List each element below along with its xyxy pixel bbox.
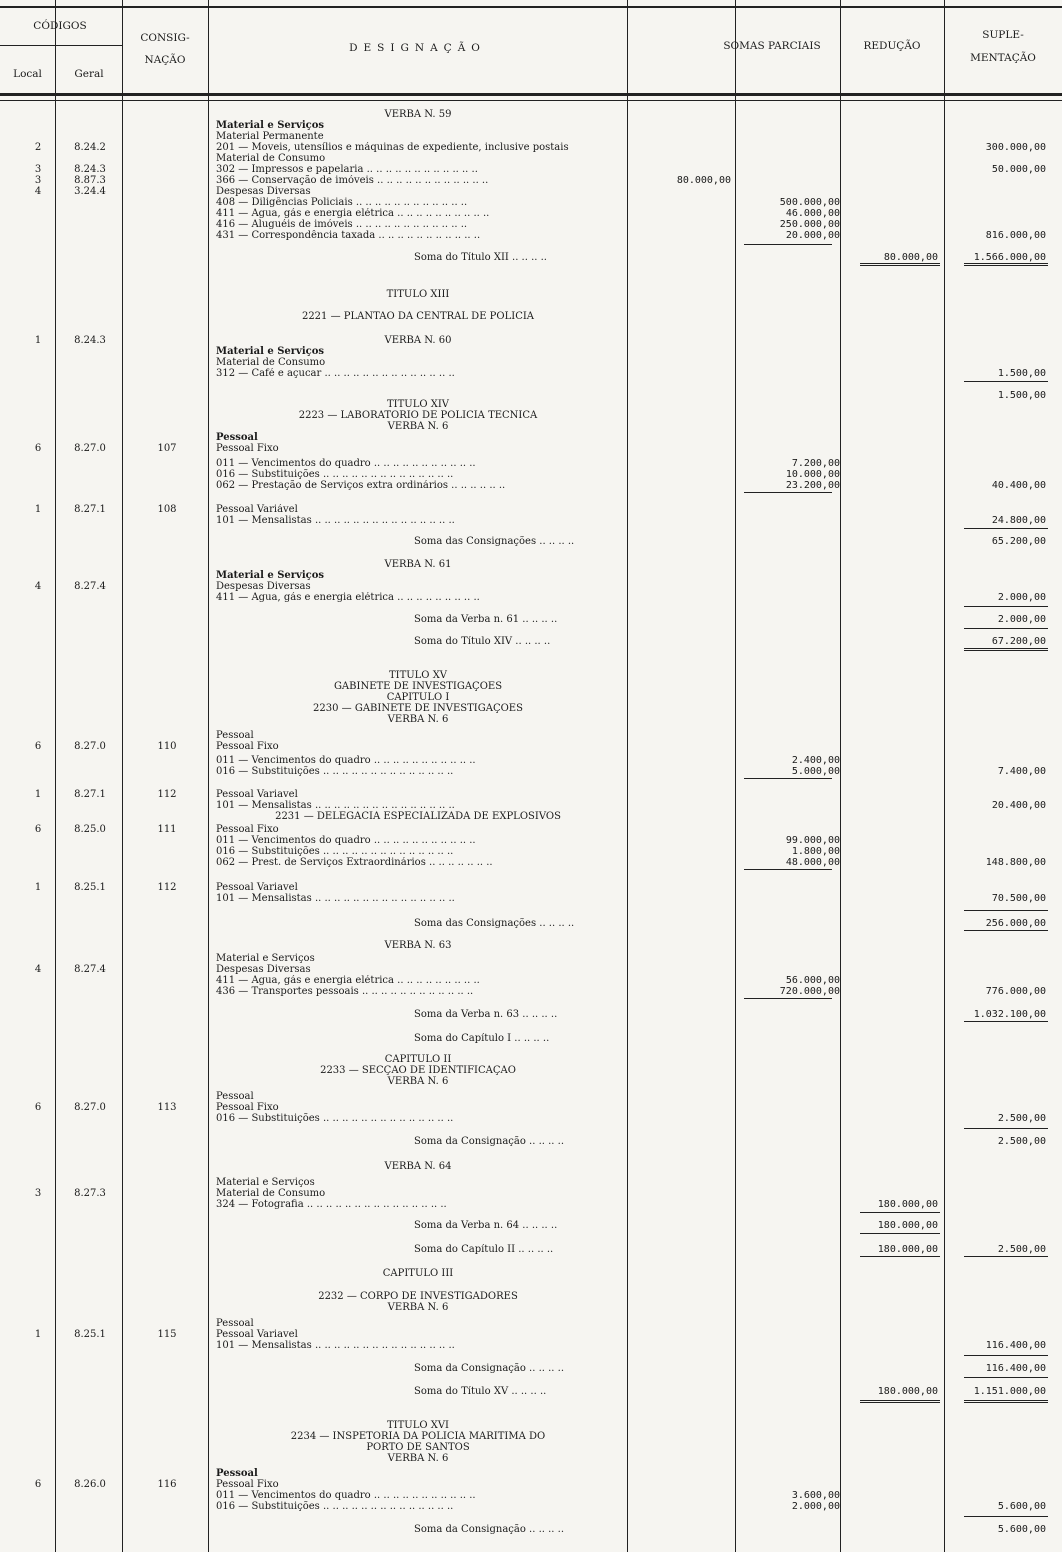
designation-line: 436 — Transportes pessoais .. .. .. .. .. .. .. .. .. .. .. .. (216, 986, 474, 997)
suplementacao-value: 1.566.000,00 (973, 252, 1046, 263)
suplementacao-value: 7.400,00 (997, 766, 1046, 777)
suplementacao-value: 1.500,00 (997, 390, 1046, 401)
total-rule (744, 869, 832, 870)
local-code: 4 (34, 581, 42, 592)
suplementacao-header-2: MENTAÇÃO (970, 52, 1036, 64)
designation-line: Soma da Verba n. 64 .. .. .. .. (414, 1220, 558, 1231)
suplementacao-value: 816.000,00 (985, 230, 1046, 241)
designation-line: 101 — Mensalistas .. .. .. .. .. .. .. .. .. .. .. .. .. .. .. (216, 893, 455, 904)
designation-line: Pessoal Variável (216, 504, 298, 515)
designation-line: 2230 — GABINETE DE INVESTIGAÇÕES (313, 703, 523, 714)
local-code: 1 (34, 504, 42, 515)
suplementacao-value: 24.800,00 (991, 515, 1046, 526)
designation-line: Pessoal (216, 1318, 254, 1329)
partial-value: 250.000,00 (779, 219, 840, 230)
partial-value: 46.000,00 (785, 208, 840, 219)
designation-line: 101 — Mensalistas .. .. .. .. .. .. .. .. .. .. .. .. .. .. .. (216, 800, 455, 811)
designation-line: 411 — Água, gás e energia elétrica .. .. .. .. .. .. .. .. .. (216, 592, 480, 603)
designation-line: 011 — Vencimentos do quadro .. .. .. .. .. .. .. .. .. .. .. (216, 1490, 476, 1501)
geral-code: 3.24.4 (74, 186, 106, 197)
partial-value: 1.800,00 (791, 846, 840, 857)
local-code: 3 (34, 1188, 42, 1199)
partial-value: 23.200,00 (785, 480, 840, 491)
designation-line: 2223 — LABORATORIO DE POLÍCIA TECNICA (298, 410, 538, 421)
geral-code: 8.25.1 (74, 1329, 106, 1340)
consignacao-header-2: NAÇÃO (144, 54, 186, 66)
column-rule (735, 0, 736, 1552)
designation-line: Material e Serviços (216, 1177, 315, 1188)
consignacao-code: 115 (157, 1329, 177, 1340)
local-code: 3 (34, 175, 42, 186)
total-rule (964, 910, 1048, 911)
designation-line: Soma da Consignação .. .. .. .. (414, 1136, 565, 1147)
designation-line: Material de Consumo (216, 357, 326, 368)
partial-value: 500.000,00 (779, 197, 840, 208)
column-rule (122, 0, 123, 1552)
total-rule (964, 648, 1048, 651)
designation-line: VERBA N. 61 (384, 559, 452, 570)
consignacao-code: 113 (157, 1102, 177, 1113)
designation-line: Soma do Capítulo II .. .. .. .. (414, 1244, 554, 1255)
consignacao-code: 112 (157, 789, 177, 800)
geral-code: 8.27.4 (74, 964, 106, 975)
designation-line: VERBA N. 6 (387, 1302, 449, 1313)
geral-code: 8.24.3 (74, 335, 106, 346)
somas-parciais-value: 80.000,00 (676, 175, 731, 186)
total-rule (860, 263, 940, 266)
designation-line: Material e Serviços (216, 346, 325, 357)
designation-line: 101 — Mensalistas .. .. .. .. .. .. .. .. .. .. .. .. .. .. .. (216, 1340, 455, 1351)
designation-line: 011 — Vencimentos do quadro .. .. .. .. .. .. .. .. .. .. .. (216, 755, 476, 766)
designation-line: 302 — Impressos e papelaria .. .. .. .. .. .. .. .. .. .. .. .. (216, 164, 478, 175)
designation-line: Pessoal (216, 1091, 254, 1102)
total-rule (964, 606, 1048, 607)
suplementacao-value: 2.000,00 (997, 592, 1046, 603)
designation-line: VERBA N. 6 (387, 421, 449, 432)
designation-line: Soma da Verba n. 61 .. .. .. .. (414, 614, 558, 625)
designation-line: 2233 — SECÇÃO DE IDENTIFICAÇÃO (320, 1065, 516, 1076)
reducao-value: 180.000,00 (877, 1244, 938, 1255)
suplementacao-value: 300.000,00 (985, 142, 1046, 153)
local-header: Local (13, 68, 42, 80)
designacao-header: DESIGNAÇÃO (349, 42, 486, 54)
suplementacao-value: 67.200,00 (991, 636, 1046, 647)
designation-line: CAPITULO II (384, 1054, 452, 1065)
partial-value: 5.000,00 (791, 766, 840, 777)
suplementacao-value: 1.500,00 (997, 368, 1046, 379)
designation-line: Pessoal Fixo (216, 1479, 279, 1490)
suplementacao-value: 70.500,00 (991, 893, 1046, 904)
designation-line: 016 — Substituições .. .. .. .. .. .. .. .. .. .. .. .. .. .. (216, 1501, 454, 1512)
designation-line: CAPITULO I (386, 692, 450, 703)
consignacao-code: 110 (157, 741, 177, 752)
total-rule (964, 1516, 1048, 1517)
consignacao-code: 107 (157, 443, 177, 454)
suplementacao-value: 776.000,00 (985, 986, 1046, 997)
designation-line: CAPITULO III (382, 1268, 454, 1279)
designation-line: Despesas Diversas (216, 581, 311, 592)
total-rule (964, 1400, 1048, 1403)
total-rule (860, 1256, 940, 1257)
partial-value: 2.400,00 (791, 755, 840, 766)
designation-line: VERBA N. 59 (384, 109, 452, 120)
partial-value: 56.000,00 (785, 975, 840, 986)
local-code: 4 (34, 186, 42, 197)
total-rule (964, 528, 1048, 529)
partial-value: 10.000,00 (785, 469, 840, 480)
designation-line: 2221 — PLANTAO DA CENTRAL DE POLICIA (301, 311, 535, 322)
consignacao-code: 108 (157, 504, 177, 515)
designation-line: PORTO DE SANTOS (366, 1442, 470, 1453)
designation-line: 016 — Substituições .. .. .. .. .. .. .. .. .. .. .. .. .. .. (216, 766, 454, 777)
designation-line: 366 — Conservação de imóveis .. .. .. .. .. .. .. .. .. .. .. .. (216, 175, 489, 186)
designation-line: Pessoal (216, 1468, 258, 1479)
suplementacao-value: 50.000,00 (991, 164, 1046, 175)
geral-code: 8.26.0 (74, 1479, 106, 1490)
total-rule (744, 492, 832, 493)
designation-line: Material e Serviços (216, 570, 325, 581)
designation-line: 011 — Vencimentos do quadro .. .. .. .. .. .. .. .. .. .. .. (216, 835, 476, 846)
suplementacao-header-1: SUPLE- (982, 29, 1024, 41)
geral-header: Geral (74, 68, 104, 80)
local-code: 6 (34, 824, 42, 835)
suplementacao-value: 2.500,00 (997, 1244, 1046, 1255)
column-rule (840, 0, 841, 1552)
designation-line: Pessoal (216, 730, 254, 741)
total-rule (744, 778, 832, 779)
designation-line: Material Permanente (216, 131, 324, 142)
suplementacao-value: 256.000,00 (985, 918, 1046, 929)
header-top-rule (0, 6, 1062, 8)
designation-line: 201 — Moveis, utensílios e máquinas de expediente, inclusive postais (216, 142, 569, 153)
suplementacao-value: 2.500,00 (997, 1113, 1046, 1124)
designation-line: Material de Consumo (216, 153, 326, 164)
local-code: 6 (34, 443, 42, 454)
total-rule (860, 1212, 940, 1213)
reducao-value: 180.000,00 (877, 1199, 938, 1210)
designation-line: Pessoal Variavel (216, 882, 298, 893)
designation-line: 324 — Fotografia .. .. .. .. .. .. .. .. .. .. .. .. .. .. .. (216, 1199, 447, 1210)
designation-line: Despesas Diversas (216, 964, 311, 975)
designation-line: Pessoal Fixo (216, 1102, 279, 1113)
designation-line: Soma do Capítulo I .. .. .. .. (414, 1033, 550, 1044)
designation-line: Pessoal Fixo (216, 443, 279, 454)
designation-line: Material de Consumo (216, 1188, 326, 1199)
reducao-value: 180.000,00 (877, 1220, 938, 1231)
column-rule (208, 0, 209, 1552)
suplementacao-value: 65.200,00 (991, 536, 1046, 547)
reducao-header: REDUÇÃO (863, 40, 921, 52)
partial-value: 2.000,00 (791, 1501, 840, 1512)
designation-line: 408 — Diligências Policiais .. .. .. .. .. .. .. .. .. .. .. .. (216, 197, 468, 208)
suplementacao-value: 148.800,00 (985, 857, 1046, 868)
header-bottom-rule (0, 93, 1062, 96)
local-code: 1 (34, 335, 42, 346)
designation-line: 011 — Vencimentos do quadro .. .. .. .. .. .. .. .. .. .. .. (216, 458, 476, 469)
total-rule (964, 628, 1048, 629)
geral-code: 8.24.2 (74, 142, 106, 153)
geral-code: 8.27.0 (74, 443, 106, 454)
designation-line: 312 — Café e açucar .. .. .. .. .. .. .. .. .. .. .. .. .. .. (216, 368, 455, 379)
designation-line: Soma do Título XII .. .. .. .. (414, 252, 547, 263)
partial-value: 99.000,00 (785, 835, 840, 846)
geral-code: 8.27.0 (74, 1102, 106, 1113)
designation-line: Material e Serviços (216, 120, 325, 131)
geral-code: 8.27.0 (74, 741, 106, 752)
suplementacao-value: 2.000,00 (997, 614, 1046, 625)
designation-line: Pessoal (216, 432, 258, 443)
designation-line: 416 — Aluguéis de imóveis .. .. .. .. .. .. .. .. .. .. .. .. (216, 219, 468, 230)
local-code: 6 (34, 1102, 42, 1113)
consignacao-code: 112 (157, 882, 177, 893)
partial-value: 3.600,00 (791, 1490, 840, 1501)
designation-line: 101 — Mensalistas .. .. .. .. .. .. .. .. .. .. .. .. .. .. .. (216, 515, 455, 526)
column-rule (55, 0, 56, 1552)
total-rule (964, 263, 1048, 266)
designation-line: 062 — Prest. de Serviços Extraordinários .. .. .. .. .. .. .. (216, 857, 493, 868)
designation-line: TITULO XIV (386, 399, 450, 410)
partial-value: 20.000,00 (785, 230, 840, 241)
local-code: 1 (34, 1329, 42, 1340)
suplementacao-value: 1.151.000,00 (973, 1386, 1046, 1397)
suplementacao-value: 1.032.100,00 (973, 1009, 1046, 1020)
suplementacao-value: 20.400,00 (991, 800, 1046, 811)
designation-line: 2232 — CORPO DE INVESTIGADORES (318, 1291, 518, 1302)
local-code: 1 (34, 882, 42, 893)
designation-line: 062 — Prestação de Serviços extra ordinários .. .. .. .. .. .. (216, 480, 506, 491)
total-rule (964, 1256, 1048, 1257)
reducao-value: 80.000,00 (883, 252, 938, 263)
designation-line: 016 — Substituições .. .. .. .. .. .. .. .. .. .. .. .. .. .. (216, 469, 454, 480)
suplementacao-value: 40.400,00 (991, 480, 1046, 491)
column-rule (944, 0, 945, 1552)
codigos-divider (0, 45, 122, 46)
designation-line: TITULO XV (388, 670, 448, 681)
suplementacao-value: 5.600,00 (997, 1524, 1046, 1535)
partial-value: 7.200,00 (791, 458, 840, 469)
consignacao-header-1: CONSIG- (140, 32, 190, 44)
designation-line: Soma da Verba n. 63 .. .. .. .. (414, 1009, 558, 1020)
designation-line: VERBA N. 64 (384, 1161, 452, 1172)
geral-code: 8.87.3 (74, 175, 106, 186)
designation-line: Soma do Título XV .. .. .. .. (414, 1386, 547, 1397)
designation-line: 431 — Correspondência taxada .. .. .. .. .. .. .. .. .. .. .. (216, 230, 481, 241)
designation-line: Pessoal Variavel (216, 789, 298, 800)
designation-line: 411 — Água, gás e energia elétrica .. .. .. .. .. .. .. .. .. .. (216, 208, 490, 219)
column-rule (627, 0, 628, 1552)
total-rule (964, 1377, 1048, 1378)
local-code: 6 (34, 1479, 42, 1490)
designation-line: Pessoal Fixo (216, 824, 279, 835)
suplementacao-value: 2.500,00 (997, 1136, 1046, 1147)
total-rule (860, 1233, 940, 1234)
designation-line: TITULO XIII (386, 289, 450, 300)
header-bottom-rule (0, 100, 1062, 101)
local-code: 6 (34, 741, 42, 752)
designation-line: TITULO XVI (386, 1420, 450, 1431)
local-code: 4 (34, 964, 42, 975)
designation-line: 411 — Água, gás e energia elétrica .. .. .. .. .. .. .. .. .. (216, 975, 480, 986)
local-code: 1 (34, 789, 42, 800)
total-rule (744, 998, 832, 999)
total-rule (964, 1128, 1048, 1129)
designation-line: Despesas Diversas (216, 186, 311, 197)
total-rule (964, 1021, 1048, 1022)
geral-code: 8.27.1 (74, 504, 106, 515)
total-rule (964, 930, 1048, 931)
geral-code: 8.27.1 (74, 789, 106, 800)
designation-line: VERBA N. 6 (387, 1076, 449, 1087)
total-rule (964, 1355, 1048, 1356)
geral-code: 8.27.3 (74, 1188, 106, 1199)
local-code: 3 (34, 164, 42, 175)
suplementacao-value: 116.400,00 (985, 1363, 1046, 1374)
designation-line: VERBA N. 60 (384, 335, 452, 346)
designation-line: 2231 — DELEGACIA ESPECIALIZADA DE EXPLOSIVOS (275, 811, 561, 822)
designation-line: Material e Serviços (216, 953, 315, 964)
designation-line: 016 — Substituições .. .. .. .. .. .. .. .. .. .. .. .. .. .. (216, 846, 454, 857)
partial-value: 720.000,00 (779, 986, 840, 997)
designation-line: 016 — Substituições .. .. .. .. .. .. .. .. .. .. .. .. .. .. (216, 1113, 454, 1124)
total-rule (744, 244, 832, 245)
consignacao-code: 116 (157, 1479, 177, 1490)
designation-line: 2234 — INSPETORIA DA POLICIA MARITIMA DO (290, 1431, 546, 1442)
designation-line: VERBA N. 63 (384, 940, 452, 951)
designation-line: VERBA N. 6 (387, 714, 449, 725)
reducao-value: 180.000,00 (877, 1386, 938, 1397)
designation-line: Soma das Consignações .. .. .. .. (414, 536, 575, 547)
designation-line: Soma das Consignações .. .. .. .. (414, 918, 575, 929)
consignacao-code: 111 (157, 824, 177, 835)
somas-parciais-header: SOMAS PARCIAIS (723, 40, 821, 52)
designation-line: VERBA N. 6 (387, 1453, 449, 1464)
geral-code: 8.27.4 (74, 581, 106, 592)
codigos-header: CÓDIGOS (33, 20, 87, 32)
designation-line: Pessoal Fixo (216, 741, 279, 752)
total-rule (964, 381, 1048, 382)
designation-line: Pessoal Variavel (216, 1329, 298, 1340)
designation-line: Soma da Consignação .. .. .. .. (414, 1363, 565, 1374)
suplementacao-value: 5.600,00 (997, 1501, 1046, 1512)
partial-value: 48.000,00 (785, 857, 840, 868)
total-rule (860, 1400, 940, 1403)
geral-code: 8.25.1 (74, 882, 106, 893)
geral-code: 8.24.3 (74, 164, 106, 175)
designation-line: Soma da Consignação .. .. .. .. (414, 1524, 565, 1535)
local-code: 2 (34, 142, 42, 153)
designation-line: GABINETE DE INVESTIGAÇÕES (333, 681, 503, 692)
geral-code: 8.25.0 (74, 824, 106, 835)
designation-line: Soma do Título XIV .. .. .. .. (414, 636, 551, 647)
suplementacao-value: 116.400,00 (985, 1340, 1046, 1351)
